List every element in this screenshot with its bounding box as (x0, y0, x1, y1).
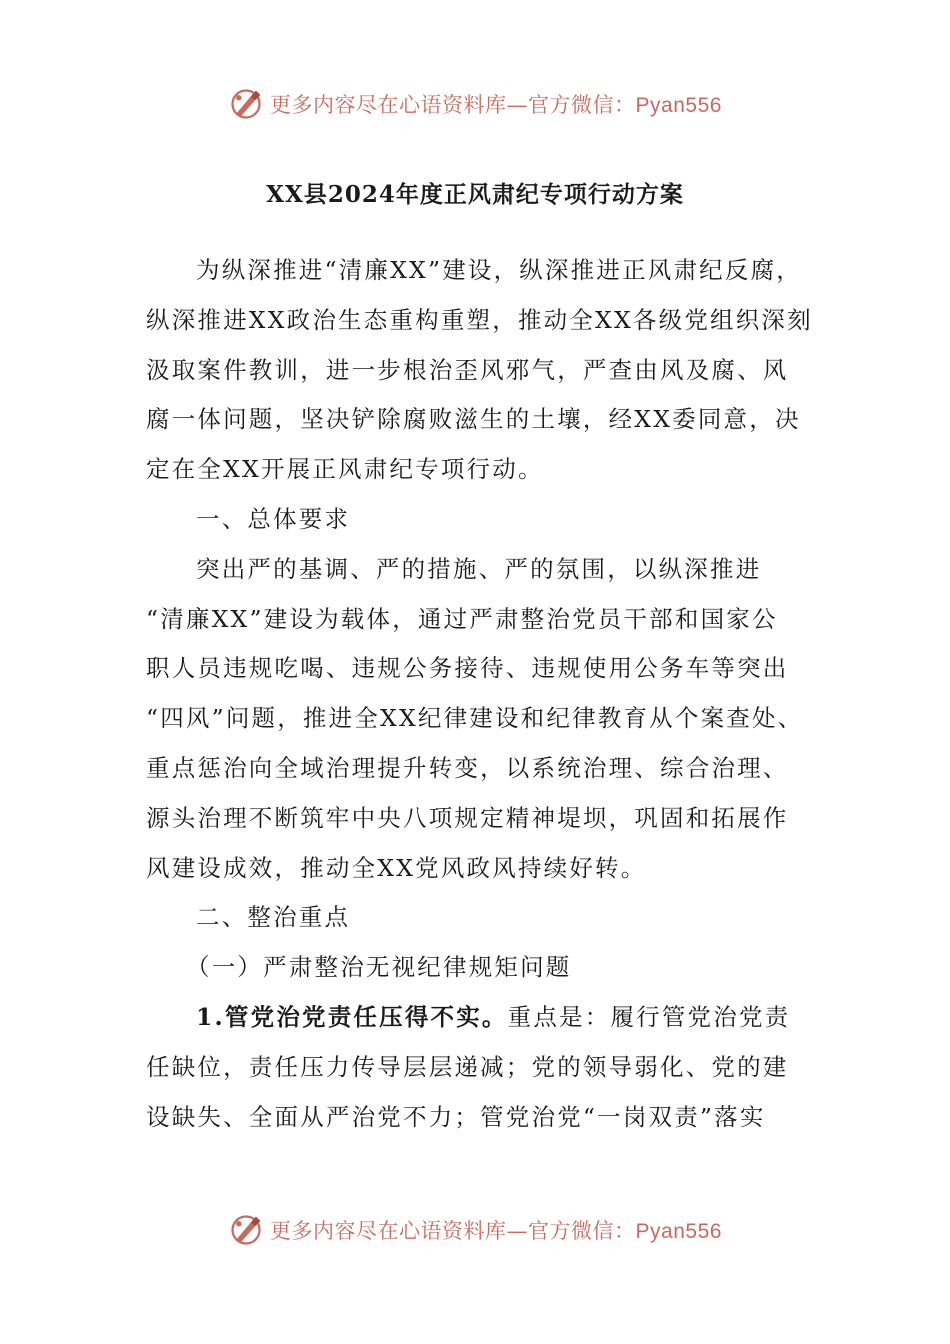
paragraph-line: 纵深推进XX政治生态重构重塑，推动全XX各级党组织深刻 (146, 305, 813, 334)
paragraph-line: 汲取案件教训，进一步根治歪风邪气，严查由风及腐、风 (146, 355, 789, 384)
watermark-banner-top (0, 84, 950, 124)
document-title: XX县2024年度正风肃纪专项行动方案 (266, 181, 684, 208)
paragraph-line: 设缺失、全面从严治党不力；管党治党“一岗双责”落实 (146, 1102, 766, 1131)
watermark-banner-bottom (0, 1210, 950, 1250)
watermark-text: 更多内容尽在心语资料库—官方微信：Pyan556 (270, 93, 722, 117)
section-heading: 二、整治重点 (196, 903, 351, 932)
paragraph-line: 定在全XX开展正风肃纪专项行动。 (146, 455, 544, 484)
pen-logo-icon (228, 86, 264, 122)
subsection-heading: （一）严肃整治无视纪律规矩问题 (186, 953, 572, 982)
item-text: 重点是：履行管党治党责 (507, 1002, 791, 1031)
paragraph-line: 腐一体问题，坚决铲除腐败滋生的土壤，经XX委同意，决 (146, 405, 801, 434)
watermark-handle: Pyan556 (635, 1220, 722, 1243)
document-body (146, 246, 816, 1142)
paragraph-line: 突出严的基调、严的措施、严的氛围，以纵深推进 (196, 554, 762, 583)
paragraph-line: 风建设成效，推动全XX党风政风持续好转。 (146, 853, 647, 882)
item-line (146, 993, 816, 1043)
pen-logo-icon (228, 1212, 264, 1248)
section-heading: 一、总体要求 (196, 504, 351, 533)
paragraph-line: 源头治理不断筑牢中央八项规定精神堤坝，巩固和拓展作 (146, 803, 789, 832)
watermark-text: 更多内容尽在心语资料库—官方微信：Pyan556 (270, 1219, 722, 1243)
watermark-handle: Pyan556 (635, 94, 722, 117)
paragraph-line: 为纵深推进“清廉XX”建设，纵深推进正风肃纪反腐， (196, 256, 802, 284)
paragraph-line: 重点惩治向全域治理提升转变，以系统治理、综合治理、 (146, 753, 789, 782)
paragraph-line: 任缺位，责任压力传导层层递减；党的领导弱化、党的建 (146, 1052, 789, 1081)
paragraph-line: “清廉XX”建设为载体，通过严肃整治党员干部和国家公 (146, 604, 778, 633)
item-title: 1.管党治党责任压得不实。 (196, 1002, 508, 1031)
paragraph-line: “四风”问题，推进全XX纪律建设和纪律教育从个案查处、 (146, 704, 804, 733)
paragraph-line: 职人员违规吃喝、违规公务接待、违规使用公务车等突出 (146, 654, 789, 683)
